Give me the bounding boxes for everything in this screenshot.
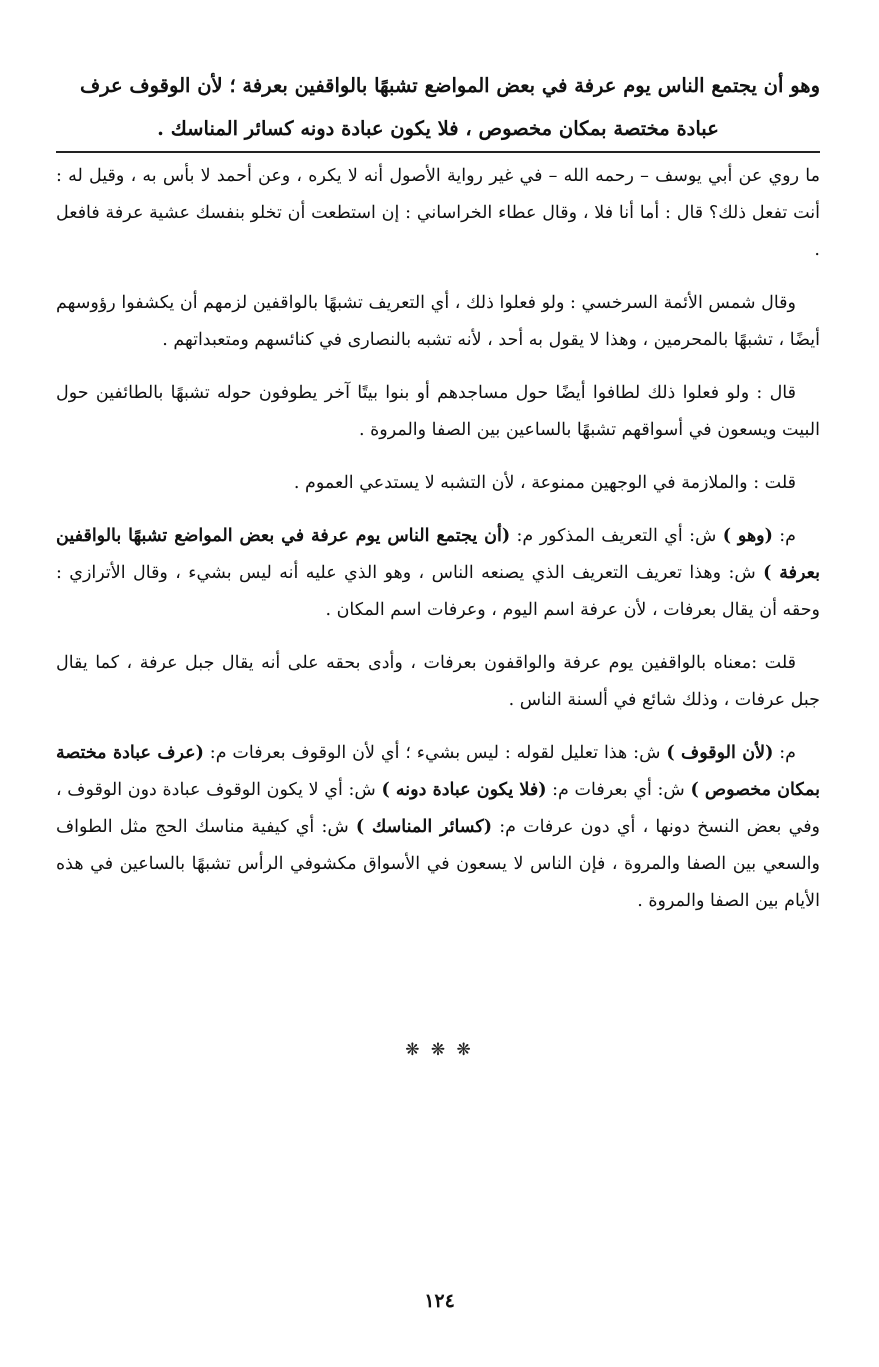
- matn-quote: (لأن الوقوف ): [666, 743, 774, 763]
- main-text-line-1: وهو أن يجتمع الناس يوم عرفة في بعض المواضع تشبهًا بالواقفين بعرفة ؛ لأن الوقوف عرف: [79, 74, 820, 97]
- commentary-paragraph-2: وقال شمس الأئمة السرخسي : ولو فعلوا ذلك ، أي التعريف تشبهًا بالواقفين لزمهم أن يكشفوا رؤوسهم أيضًا ، تشبهًا بالمحرمين ، وهذا لا يقول به أحد ، لأنه تشبه بالنصارى في كنائسهم ومتعبداتهم .: [56, 293, 820, 350]
- matn-marker: م:: [772, 526, 796, 546]
- matn-quote: (وهو ): [722, 526, 773, 546]
- sharh-text: ش: أي التعريف المذكور م:: [510, 526, 723, 546]
- commentary-paragraph-5: [56, 518, 820, 629]
- page-number: ١٢٤: [424, 1290, 455, 1312]
- commentary-paragraph-7: [56, 735, 820, 920]
- matn-marker: م:: [773, 743, 797, 763]
- sharh-text: ش: وهذا تعريف التعريف الذي يصنعه الناس ، وهو الذي عليه أنه ليس بشيء ، وقال الأترازي : وحقه أن يقال بعرفات ، لأن عرفة اسم اليوم ، وعرفات اسم المكان .: [56, 563, 820, 620]
- matn-quote: (أن يجتمع الناس يوم عرفة في بعض المواضع تشبهًا بالواقفين بعرفة ): [56, 526, 820, 583]
- commentary-paragraph-6: قلت :معناه بالواقفين يوم عرفة والواقفون بعرفات ، وأدى بحقه على أنه يقال جبل عرفة ، كما يقال جبل عرفات ، وذلك شائع في ألسنة الناس .: [56, 653, 820, 710]
- sharh-text: ش: أي لا يكون الوقوف عبادة دون الوقوف ، وفي بعض النسخ دونها ، أي دون عرفات م:: [56, 780, 821, 837]
- sharh-text: ش: أي بعرفات م:: [546, 780, 691, 800]
- main-text-line-2: عبادة مختصة بمكان مخصوص ، فلا يكون عبادة دونه كسائر المناسك .: [157, 117, 719, 140]
- sharh-text: ش: أي كيفية مناسك الحج مثل الطواف والسعي بين الصفا والمروة ، فإن الناس لا يسعون في الأسواق مكشوفي الرأس تشبهًا بالساعين في هذه الأيام بين الصفا والمروة .: [56, 817, 820, 911]
- matn-quote: (فلا يكون عبادة دونه ): [381, 780, 547, 800]
- commentary-paragraph-4: قلت : والملازمة في الوجهين ممنوعة ، لأن التشبه لا يستدعي العموم .: [293, 473, 796, 493]
- matn-quote: (عرف عبادة مختصة بمكان مخصوص ): [56, 743, 820, 800]
- sharh-text: ش: هذا تعليل لقوله : ليس بشيء ؛ أي لأن الوقوف بعرفات م:: [203, 743, 667, 763]
- section-divider: [56, 151, 820, 153]
- main-text: [56, 64, 820, 150]
- section-end-ornament: ❋ ❋ ❋: [405, 1040, 474, 1060]
- commentary-paragraph-3: قال : ولو فعلوا ذلك لطافوا أيضًا حول مساجدهم أو بنوا بيتًا آخر يطوفون حوله تشبهًا بالطائفين حول البيت ويسعون في أسواقهم تشبهًا بالساعين بين الصفا والمروة .: [56, 383, 820, 440]
- matn-quote: (كسائر المناسك ): [355, 817, 493, 837]
- commentary-paragraph-1: ما روي عن أبي يوسف – رحمه الله – في غير رواية الأصول أنه لا يكره ، وعن أحمد لا بأس به ، وقيل له : أنت تفعل ذلك؟ قال : أما أنا فلا ، وقال عطاء الخراساني : إن استطعت أن تخلو بنفسك عشية عرفة فافعل .: [56, 166, 820, 260]
- commentary: [56, 158, 820, 936]
